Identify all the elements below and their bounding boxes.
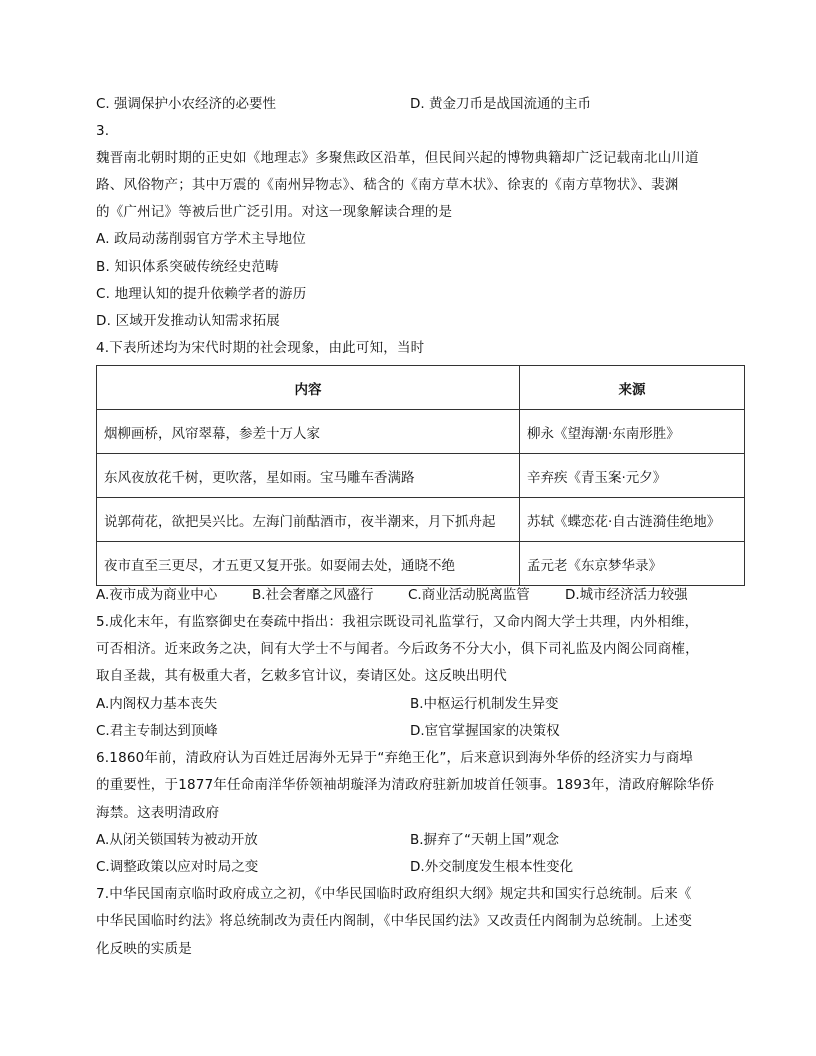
- table-cell-content: 东风夜放花千树，更吹落，星如雨。宝马雕车香满路: [97, 454, 520, 498]
- q5-stem-line: 5.成化末年，有监察御史在奏疏中指出：我祖宗既设司礼监掌行，又命内阁大学士共理，内外相维，: [96, 614, 699, 630]
- q4-source-table: [96, 365, 745, 586]
- table-cell-content: 烟柳画桥，风帘翠幕，参差十万人家: [97, 410, 520, 454]
- q5-stem-line: 取自圣裁，其有极重大者，乞敕多官计议，奏请区处。这反映出明代: [96, 668, 507, 684]
- table-row: [97, 542, 745, 586]
- table-row: [97, 410, 745, 454]
- q6-stem-line: 6.1860年前，清政府认为百姓迁居海外无异于“弃绝王化”，后来意识到海外华侨的经济实力与商埠: [96, 750, 694, 766]
- q2-option-c: C. 强调保护小农经济的必要性: [96, 96, 277, 112]
- q4-option-b: B.社会奢靡之风盛行: [252, 587, 374, 603]
- q6-stem-line: 海禁。这表明清政府: [96, 805, 220, 821]
- q5-stem-line: 可否相济。近来政务之决，间有大学士不与闻者。今后政务不分大小，俱下司礼监及内阁公同商榷，: [96, 641, 699, 657]
- q6-stem-line: 的重要性，于1877年任命南洋华侨领袖胡璇泽为清政府驻新加坡首任领事。1893年，清政府解除华侨: [96, 777, 715, 793]
- table-cell-content: 夜市直至三更尽，才五更又复开张。如耍闹去处，通晓不绝: [97, 542, 520, 586]
- table-cell-source: 苏轼《蝶恋花·自古涟漪佳绝地》: [520, 498, 745, 542]
- q3-stem-line: 路、风俗物产；其中万震的《南州异物志》、嵇含的《南方草木状》、徐衷的《南方草物状》、裴渊: [96, 177, 679, 193]
- q5-option-b: B.中枢运行机制发生异变: [410, 696, 559, 712]
- q3-number: 3.: [96, 123, 110, 139]
- q2-option-d: D. 黄金刀币是战国流通的主币: [410, 96, 591, 112]
- q3-option-b: B. 知识体系突破传统经史范畴: [96, 259, 279, 275]
- q7-stem-line: 中华民国临时约法》将总统制改为责任内阁制，《中华民国约法》又改责任内阁制为总统制。上述变: [96, 913, 693, 929]
- q6-option-c: C.调整政策以应对时局之变: [96, 859, 259, 875]
- q3-option-c: C. 地理认知的提升依赖学者的游历: [96, 286, 307, 302]
- table-header-source: 来源: [520, 366, 745, 410]
- q5-option-a: A.内阁权力基本丧失: [96, 696, 218, 712]
- q6-option-b: B.摒弃了“天朝上国”观念: [410, 832, 560, 848]
- table-cell-content: 说郭荷花，欲把吴兴比。左海门前酤酒市，夜半潮来，月下抓舟起: [97, 498, 520, 542]
- table-cell-source: 辛弃疾《青玉案·元夕》: [520, 454, 745, 498]
- table-row: [97, 498, 745, 542]
- table-cell-source: 孟元老《东京梦华录》: [520, 542, 745, 586]
- q4-stem: 4.下表所述均为宋代时期的社会现象，由此可知，当时: [96, 340, 425, 356]
- q5-option-d: D.宦官掌握国家的决策权: [410, 723, 560, 739]
- q5-option-c: C.君主专制达到顶峰: [96, 723, 218, 739]
- q6-option-d: D.外交制度发生根本性变化: [410, 859, 574, 875]
- q3-stem-line: 魏晋南北朝时期的正史如《地理志》多聚焦政区沿革，但民间兴起的博物典籍却广泛记载南北山川道: [96, 150, 699, 166]
- q3-option-a: A. 政局动荡削弱官方学术主导地位: [96, 231, 306, 247]
- q3-option-d: D. 区域开发推动认知需求拓展: [96, 313, 280, 329]
- q3-stem-line: 的《广州记》等被后世广泛引用。对这一现象解读合理的是: [96, 204, 453, 220]
- q4-option-c: C.商业活动脱离监管: [408, 587, 530, 603]
- table-header-row: [97, 366, 745, 410]
- q4-option-a: A.夜市成为商业中心: [96, 587, 218, 603]
- q4-option-d: D.城市经济活力较强: [565, 587, 688, 603]
- table-header-content: 内容: [97, 366, 520, 410]
- q7-stem-line: 7.中华民国南京临时政府成立之初，《中华民国临时政府组织大纲》规定共和国实行总统制。后来《: [96, 886, 692, 902]
- table-row: [97, 454, 745, 498]
- q6-option-a: A.从闭关锁国转为被动开放: [96, 832, 258, 848]
- table-cell-source: 柳永《望海潮·东南形胜》: [520, 410, 745, 454]
- q7-stem-line: 化反映的实质是: [96, 941, 192, 957]
